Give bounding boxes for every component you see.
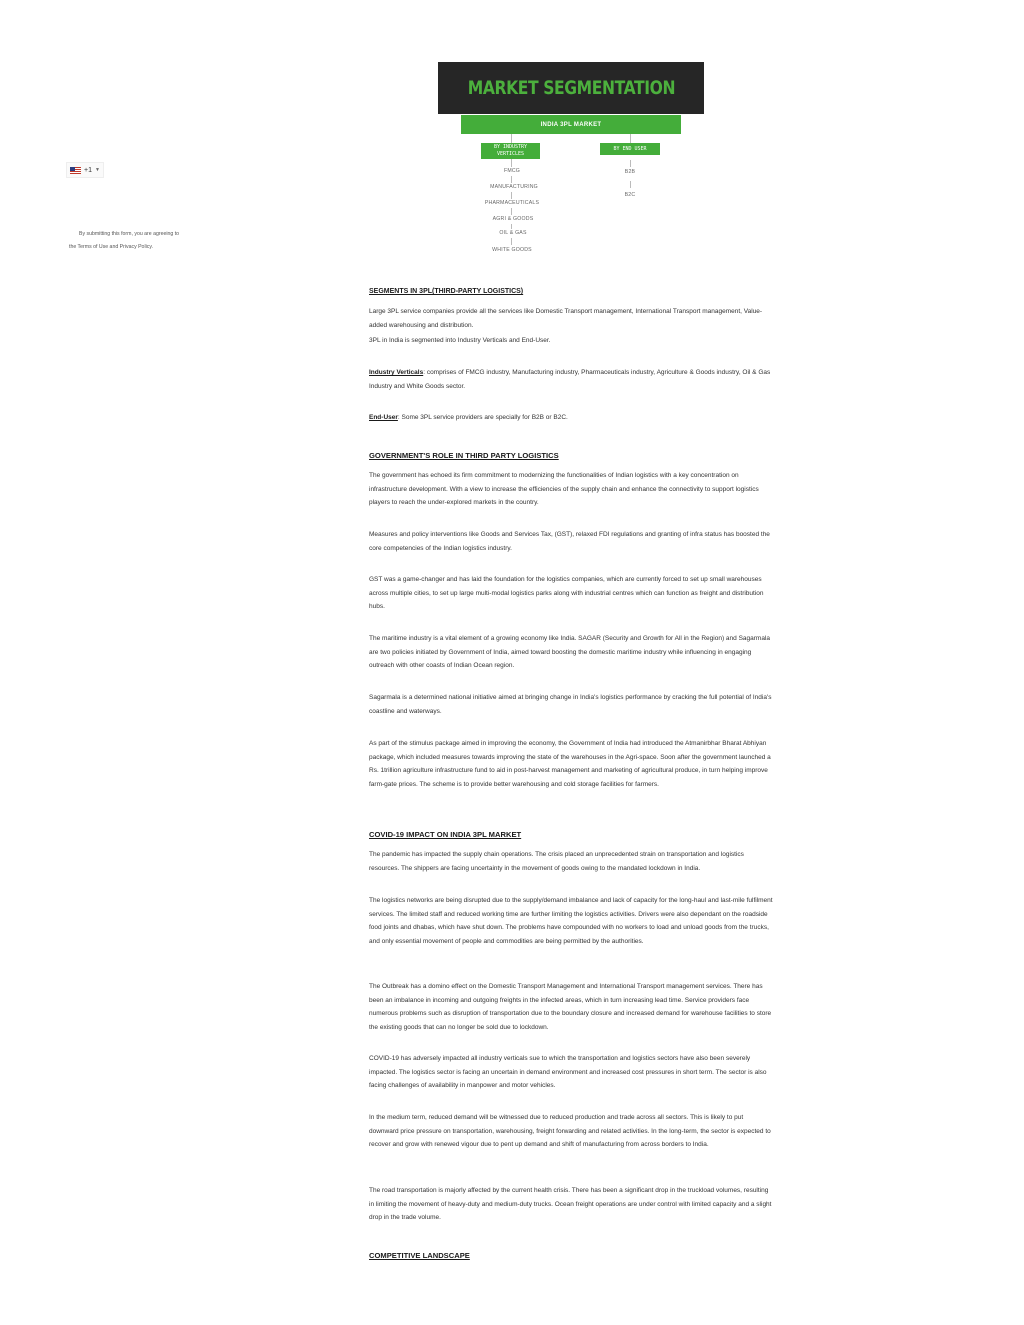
connector-line <box>511 159 512 167</box>
section-heading-covid: COVID-19 IMPACT ON INDIA 3PL MARKET <box>369 830 522 839</box>
segment-item: B2B <box>624 169 636 175</box>
consent-notice <box>66 228 201 254</box>
section-heading-segments: SEGMENTS IN 3PL(THIRD-PARTY LOGISTICS) <box>369 288 524 295</box>
section-heading-competitive: COMPETITIVE LANDSCAPE <box>369 1251 470 1260</box>
paragraph: The maritime industry is a vital element of a growing economy like India. SAGAR (Security and Growth for All in the Region) and Sagarmala are two policies initiated by Government of India, aimed toward boosting the domestic maritime industry while influencing in engaging outreach with other coasts of Indian Ocean region. <box>369 635 771 670</box>
infographic-title-bar <box>438 62 704 114</box>
paragraph: The road transportation is majorly affected by the current health crisis. There has been a significant drop in the truckload volumes, resulting in limiting the movement of heavy-duty and medium-duty trucks. Ocean freight operations are under control with limited capacity and a slight drop in the trade volume. <box>369 1187 772 1222</box>
term-label: End-User <box>369 414 398 421</box>
connector-line <box>630 134 631 143</box>
consent-line-1: By submitting this form, you are agreeing to <box>79 231 180 237</box>
chevron-down-icon: ▼ <box>94 167 100 173</box>
paragraph: COVID-19 has adversely impacted all industry verticals sue to which the transportation and logistics sectors have also been severely impacted. The logistics sector is facing an uncertain in demand environment and increased cost pressures in short term. The sector is also facing challenges of availability in manpower and motor vehicles. <box>369 1055 767 1090</box>
paragraph-industry-verticals <box>369 366 774 393</box>
branch-end-user: BY END USER <box>600 143 660 155</box>
section-heading-government: GOVERNMENT'S ROLE IN THIRD PARTY LOGISTICS <box>369 451 559 460</box>
segment-item: B2C <box>624 192 636 198</box>
country-code-select[interactable] <box>66 162 104 178</box>
branch-industry-label-2: VERTICLES <box>496 151 525 157</box>
segment-item: PHARMACEUTICALS <box>484 200 540 206</box>
segment-item: AGRI & GOODS <box>492 216 534 222</box>
connector-line <box>511 224 512 229</box>
paragraph: In the medium term, reduced demand will be witnessed due to reduced production and trade across all sectors. This is likely to put downward price pressure on transportation, warehousing, freight forwarding and related activities. In the long-term, the sector is expected to recover and grow with renewed vigour due to pent up demand and shift of manufacturing from across borders to India. <box>369 1114 771 1149</box>
infographic-title: MARKET SEGMENTATION <box>467 77 675 99</box>
paragraph-end-user <box>369 411 774 425</box>
paragraph: The government has echoed its firm commitment to modernizing the functionalities of Indian logistics with a key concentration on infrastructure development. With a view to increase the efficiencies of the supply chain and enhance the connectivity to support logistics players to reach the under-explored markets in the country. <box>369 472 759 507</box>
segment-item: WHITE GOODS <box>492 247 532 253</box>
market-segmentation-infographic <box>438 62 704 262</box>
branch-industry-verticals <box>481 143 540 159</box>
branch-industry-label-1: BY INDUSTRY <box>493 144 528 150</box>
paragraph: Sagarmala is a determined national initiative aimed at bringing change in India's logistics performance by cracking the full potential of India's coastline and waterways. <box>369 694 772 715</box>
paragraph: As part of the stimulus package aimed in improving the economy, the Government of India had introduced the Atmanirbhar Bharat Abhiyan package, which included measures towards improving the state of the warehouses in the Agri-space. Soon after the government launched a Rs. 1trillion agriculture infrastructure fund to aid in post-harvest management and marketing of agricultural produce, in turn helping improve farm-gate prices. The scheme is to provide better warehousing and cold storage facilities for farmers. <box>369 740 771 789</box>
term-label: Industry Verticals <box>369 369 424 376</box>
connector-line <box>630 181 631 188</box>
paragraph: Measures and policy interventions like Goods and Services Tax, (GST), relaxed FDI regulations and granting of infra status has boosted the core competencies of the Indian logistics industry. <box>369 531 770 552</box>
segment-item: MANUFACTURING <box>490 184 538 190</box>
infographic-root-node: INDIA 3PL MARKET <box>461 115 681 134</box>
term-text: : Some 3PL service providers are specially for B2B or B2C. <box>397 414 568 421</box>
paragraph: The Outbreak has a domino effect on the Domestic Transport Management and International Transport management services. There has been an imbalance in incoming and outgoing freights in the infected areas, which in turn increasing lead time. Service providers face numerous problems such as disruption of transportation due to the boundary closure and increased demand for warehouse facilities to store the existing goods that can no longer be sold due to lockdown. <box>369 983 772 1032</box>
us-flag-icon <box>70 167 81 174</box>
connector-line <box>511 208 512 215</box>
connector-line <box>630 160 631 167</box>
consent-line-2: the Terms of Use and Privacy Policy. <box>69 244 153 250</box>
connector-line <box>511 176 512 183</box>
paragraph: The pandemic has impacted the supply chain operations. The crisis placed an unprecedented strain on transportation and logistics resources. The shippers are facing uncertainty in the movement of goods owing to the mandated lockdown in India. <box>369 851 744 872</box>
connector-line <box>511 238 512 245</box>
segment-item: FMCG <box>503 168 521 174</box>
paragraph: GST was a game-changer and has laid the foundation for the logistics companies, which are currently forced to set up small warehouses across multiple cities, to set up large multi-modal logistics parks along with industrial centres which can function as freight and distribution hubs. <box>369 576 764 611</box>
paragraph: Large 3PL service companies provide all the services like Domestic Transport management, International Transport management, Value-added warehousing and distribution. <box>369 308 763 329</box>
paragraph: 3PL in India is segmented into Industry Verticals and End-User. <box>369 337 551 344</box>
term-text: : comprises of FMCG industry, Manufacturing industry, Pharmaceuticals industry, Agriculture & Goods industry, Oil & Gas Industry and White Goods sector. <box>369 369 771 390</box>
paragraph: The logistics networks are being disrupted due to the supply/demand imbalance and lack of capacity for the long-haul and last-mile fulfilment services. The limited staff and reduced working time are further limiting the logistics activities. Drivers were also dependant on the roadside food joints and dhabas, which have shut down. The problems have compounded with no workers to load and unload goods from the trucks, and only essential movement of people and commodities are being permitted by the authorities. <box>369 897 773 946</box>
segment-item: OIL & GAS <box>499 230 527 236</box>
connector-line <box>511 134 512 143</box>
phone-code: +1 <box>84 166 92 174</box>
connector-line <box>511 192 512 199</box>
